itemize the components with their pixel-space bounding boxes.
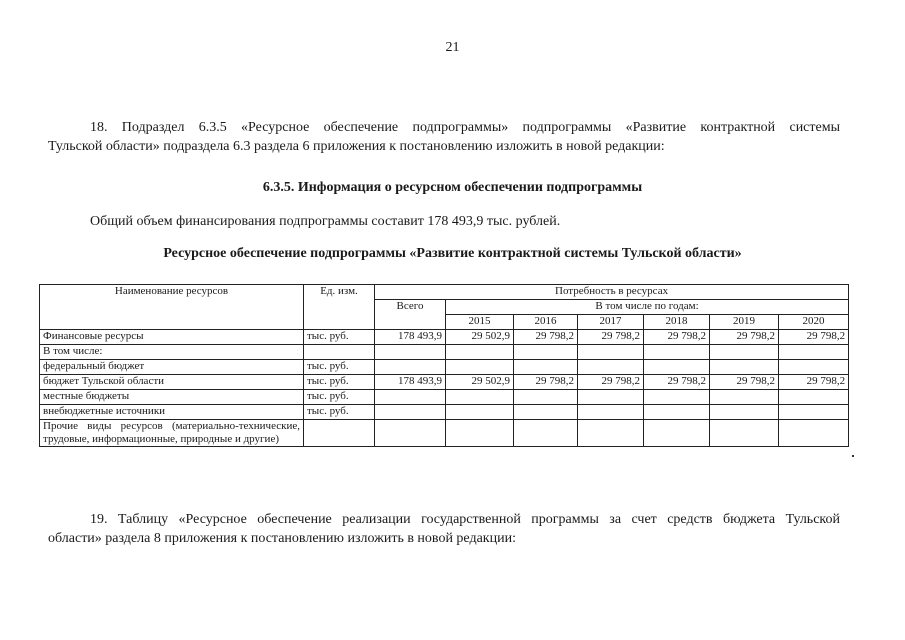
- header-resource-name: Наименование ресурсов: [40, 285, 304, 330]
- row-year-value: [514, 405, 578, 420]
- resource-table: [39, 284, 849, 447]
- row-year-value: 29 798,2: [644, 375, 710, 390]
- row-unit: тыс. руб.: [304, 375, 375, 390]
- table-header-row: [40, 285, 849, 300]
- row-year-value: [578, 390, 644, 405]
- row-year-value: [644, 345, 710, 360]
- row-unit: тыс. руб.: [304, 390, 375, 405]
- row-year-value: [578, 345, 644, 360]
- row-year-value: 29 798,2: [779, 330, 849, 345]
- header-year: 2016: [514, 315, 578, 330]
- financing-summary: Общий объем финансирования подпрограммы составит 178 493,9 тыс. рублей.: [90, 214, 561, 229]
- row-total: [375, 360, 446, 375]
- row-total: [375, 345, 446, 360]
- row-year-value: [710, 390, 779, 405]
- row-name: Финансовые ресурсы: [40, 330, 304, 345]
- table-row: [40, 360, 849, 375]
- row-year-value: [710, 405, 779, 420]
- table-row: [40, 375, 849, 390]
- row-year-value: 29 798,2: [514, 330, 578, 345]
- row-total: 178 493,9: [375, 330, 446, 345]
- row-total: [375, 390, 446, 405]
- table-title: Ресурсное обеспечение подпрограммы «Развитие контрактной системы Тульской области»: [163, 246, 742, 261]
- row-year-value: [446, 405, 514, 420]
- row-name: внебюджетные источники: [40, 405, 304, 420]
- stray-mark: [852, 455, 854, 457]
- row-year-value: [644, 390, 710, 405]
- row-unit: тыс. руб.: [304, 405, 375, 420]
- row-year-value: 29 798,2: [644, 330, 710, 345]
- row-year-value: [779, 405, 849, 420]
- header-year: 2017: [578, 315, 644, 330]
- row-year-value: [514, 390, 578, 405]
- row-year-value: 29 798,2: [710, 330, 779, 345]
- row-year-value: [779, 390, 849, 405]
- paragraph-18: [48, 118, 840, 156]
- table-row-other-resources: [40, 420, 849, 447]
- header-year: 2018: [644, 315, 710, 330]
- table-row: [40, 390, 849, 405]
- row-year-value: [644, 360, 710, 375]
- row-unit: [304, 345, 375, 360]
- paragraph-18-line-2: Тульской области» подраздела 6.3 раздела 6 приложения к постановлению изложить в новой редакции:: [48, 139, 665, 154]
- header-total: Всего: [375, 300, 446, 330]
- row-name: федеральный бюджет: [40, 360, 304, 375]
- paragraph-18-line-1: 18. Подраздел 6.3.5 «Ресурсное обеспечение подпрограммы» подпрограммы «Развитие контрактной системы: [90, 120, 840, 135]
- row-year-value: 29 798,2: [578, 375, 644, 390]
- row-year-value: [446, 360, 514, 375]
- row-year-value: [514, 360, 578, 375]
- table-row: [40, 345, 849, 360]
- section-heading: 6.3.5. Информация о ресурсном обеспечении подпрограммы: [262, 180, 643, 195]
- paragraph-19-line-2: области» раздела 8 приложения к постановлению изложить в новой редакции:: [48, 531, 516, 546]
- row-year-value: 29 798,2: [514, 375, 578, 390]
- row-year-value: [710, 360, 779, 375]
- header-resource-need: Потребность в ресурсах: [375, 285, 849, 300]
- page-number: 21: [445, 40, 460, 55]
- row-year-value: [446, 390, 514, 405]
- table-row: [40, 330, 849, 345]
- row-year-value: [514, 345, 578, 360]
- row-year-value: 29 798,2: [779, 375, 849, 390]
- row-name: В том числе:: [40, 345, 304, 360]
- table-row: [40, 405, 849, 420]
- header-year: 2019: [710, 315, 779, 330]
- row-year-value: 29 798,2: [710, 375, 779, 390]
- paragraph-19: [48, 510, 840, 548]
- header-year: 2015: [446, 315, 514, 330]
- row-name: бюджет Тульской области: [40, 375, 304, 390]
- row-unit: тыс. руб.: [304, 330, 375, 345]
- row-name: местные бюджеты: [40, 390, 304, 405]
- header-year: 2020: [779, 315, 849, 330]
- row-year-value: 29 798,2: [578, 330, 644, 345]
- row-year-value: [644, 405, 710, 420]
- row-year-value: [710, 345, 779, 360]
- header-unit: Ед. изм.: [304, 285, 375, 330]
- row-year-value: 29 502,9: [446, 375, 514, 390]
- row-total: 178 493,9: [375, 375, 446, 390]
- row-total: [375, 405, 446, 420]
- row-year-value: [779, 345, 849, 360]
- row-name: Прочие виды ресурсов (материально-технические, трудовые, информационные, природные и другие): [40, 420, 304, 447]
- row-year-value: [578, 405, 644, 420]
- row-year-value: [779, 360, 849, 375]
- paragraph-19-line-1: 19. Таблицу «Ресурсное обеспечение реализации государственной программы за счет средств бюджета Тульской: [90, 512, 840, 527]
- header-by-years: В том числе по годам:: [446, 300, 849, 315]
- row-year-value: [446, 345, 514, 360]
- row-year-value: [578, 360, 644, 375]
- row-unit: тыс. руб.: [304, 360, 375, 375]
- row-year-value: 29 502,9: [446, 330, 514, 345]
